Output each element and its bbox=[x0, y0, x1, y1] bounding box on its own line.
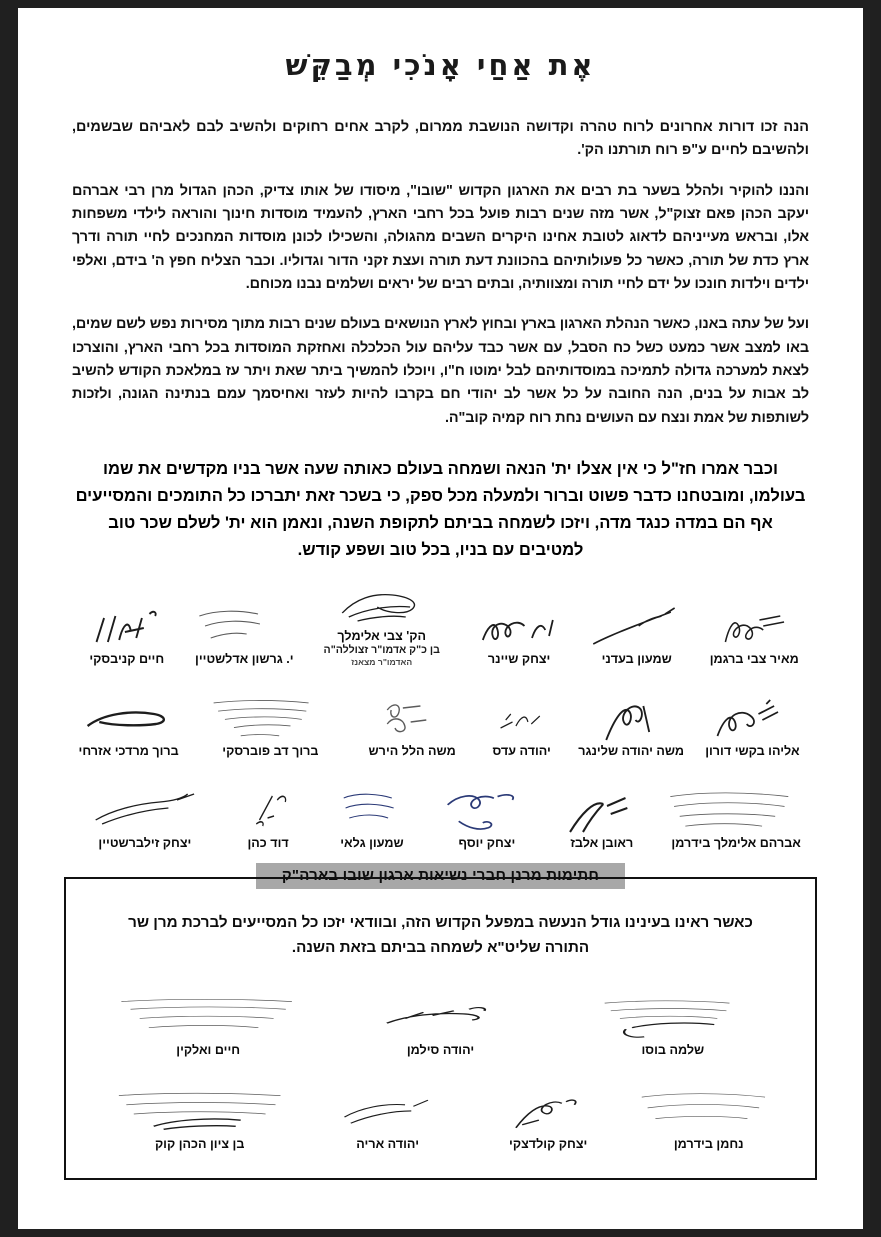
signature-row bbox=[92, 1070, 789, 1152]
handwritten-signature bbox=[224, 790, 313, 836]
handwritten-signature bbox=[462, 606, 576, 652]
signatory-name: דוד כהן bbox=[247, 836, 289, 851]
handwritten-signature bbox=[475, 698, 569, 744]
signature-block bbox=[64, 583, 817, 851]
signatory-title: בן כ"ק אדמו"ר זצוללה"ה bbox=[323, 644, 440, 657]
handwritten-signature bbox=[580, 606, 694, 652]
section-band-label: חתימות מרנן חברי נשיאות ארגון שובו בארה"ק bbox=[256, 863, 625, 889]
signatory-affiliation: האדמו"ר מצאנז bbox=[351, 657, 413, 667]
signatory-name: משה יהודה שלינגר bbox=[578, 744, 685, 759]
signatory-name: נחמן בידרמן bbox=[673, 1137, 744, 1152]
handwritten-signature bbox=[70, 790, 220, 836]
signatory-name: יצחק יוסף bbox=[458, 836, 516, 851]
bottom-paragraph: כאשר ראינו בעינינו גודל הנעשה במפעל הקדוש הזה, ובוודאי יזכו כל המסייעים לברכת מרן שר התורה שליט"א לשמחה בביתם בזאת השנה. bbox=[128, 914, 753, 956]
handwritten-signature bbox=[573, 698, 690, 744]
signatory-name: בן ציון הכהן קוק bbox=[154, 1137, 245, 1152]
signature-row bbox=[64, 777, 817, 851]
body-paragraph-3: ועל של עתה באנו, כאשר הנהלת הארגון בארץ ובחוץ לארץ הנושאים בעולם שנים רבות מתוך מסירות נפש לשם שמים, באו למצב אשר כמעט כשל כח הסבל, עם אשר כבד עליהם עול הכלכלה ואחזקת המוסדות בכל רחבי הארץ, והוצרכו לצאת למערכה גדולה לתמיכה במוסדותיהם לבל ימוטו ח"ו, ויוכלו להמשיך ביתר שאת ויתר עז במלאכת הקודש להשיב לב אבות על בנים, הנה החובה על כל אשר לב יהודי חם בקרבו להיות לעזר ואחיסמך עמם בנתינה הגונה, ולזכות לשותפות של אמת ונצח עם העושים נחת רוח קמיה קוב"ה. bbox=[72, 316, 809, 426]
handwritten-signature bbox=[326, 997, 554, 1043]
handwritten-signature bbox=[309, 1091, 466, 1137]
handwritten-signature bbox=[546, 790, 657, 836]
signatory-name: יצחק קולדצקי bbox=[509, 1137, 588, 1152]
bottom-box bbox=[64, 877, 817, 1180]
signature-entry bbox=[473, 685, 571, 759]
page-title: אֶת אַחַי אָנֹכִי מְבַקֵּשׁ bbox=[285, 48, 596, 82]
handwritten-signature bbox=[559, 997, 787, 1043]
handwritten-signature bbox=[70, 606, 184, 652]
handwritten-signature bbox=[431, 790, 542, 836]
signatory-name: שמעון גלאי bbox=[340, 836, 404, 851]
signature-entry bbox=[307, 1070, 468, 1152]
signature-entry bbox=[324, 976, 556, 1058]
signature-entry bbox=[68, 685, 189, 759]
handwritten-signature bbox=[188, 606, 302, 652]
signatory-name: יהודה סילמן bbox=[406, 1043, 475, 1058]
signatory-name: יצחק שיינר bbox=[487, 652, 551, 667]
handwritten-signature bbox=[191, 698, 349, 744]
signatory-name: ברוך דב פוברסקי bbox=[222, 744, 319, 759]
signature-entry bbox=[352, 685, 473, 759]
signature-entry bbox=[92, 976, 324, 1058]
signatory-name: משה הלל הירש bbox=[368, 744, 456, 759]
signatory-name: יצחק זילברשטיין bbox=[98, 836, 192, 851]
handwritten-signature bbox=[94, 1091, 305, 1137]
handwritten-signature bbox=[70, 698, 187, 744]
signatory-name: שלמה בוסו bbox=[641, 1043, 705, 1058]
handwritten-signature bbox=[354, 698, 471, 744]
signature-entry bbox=[186, 593, 304, 667]
signatory-name: מאיר צבי ברגמן bbox=[709, 652, 799, 667]
signature-entry bbox=[659, 777, 813, 851]
signatory-name: אליהו בקשי דורון bbox=[705, 744, 800, 759]
handwritten-signature bbox=[316, 790, 427, 836]
handwritten-signature bbox=[305, 583, 458, 629]
signatory-name: י. גרשון אדלשטיין bbox=[195, 652, 294, 667]
signatory-name: הק' צבי אלימלך bbox=[337, 629, 427, 644]
signature-entry bbox=[544, 777, 659, 851]
signatory-name: יהודה אריה bbox=[356, 1137, 419, 1152]
signature-entry bbox=[68, 777, 222, 851]
signature-row bbox=[64, 583, 817, 667]
signature-row bbox=[92, 976, 789, 1058]
signature-entry bbox=[189, 685, 351, 759]
handwritten-signature bbox=[694, 698, 811, 744]
signature-entry bbox=[557, 976, 789, 1058]
handwritten-signature bbox=[630, 1091, 787, 1137]
signature-entry bbox=[571, 685, 692, 759]
highlight-paragraph: וכבר אמרו חז"ל כי אין אצלו ית' הנאה ושמחה בעולם כאותה שעה אשר בניו מקדשים את שמו בעולמו, ומובטחנו כדבר פשוט וברור ולמעלה מכל ספק, כי בשכר זאת יתברכו כל התומכים והמסייעים אף הם במדה כנגד מדה, ויזכו לשמחה בביתם לתקופת השנה, ונאמן הוא ית' לשלם שכר טוב למטיבים עם בניו, בכל טוב ושפע קודש. bbox=[75, 458, 806, 559]
signature-entry bbox=[692, 685, 813, 759]
signature-entry bbox=[222, 777, 315, 851]
signature-entry bbox=[429, 777, 544, 851]
signature-entry bbox=[460, 593, 578, 667]
signatory-name: חיים קניבסקי bbox=[89, 652, 165, 667]
handwritten-signature bbox=[470, 1091, 627, 1137]
signatory-name: יהודה עדס bbox=[492, 744, 551, 759]
bottom-section bbox=[64, 867, 817, 1180]
signature-entry bbox=[468, 1070, 629, 1152]
signature-entry bbox=[303, 583, 460, 667]
signatory-name: ברוך מרדכי אזרחי bbox=[78, 744, 179, 759]
signatory-name: ראובן אלבז bbox=[570, 836, 634, 851]
signature-entry bbox=[578, 593, 696, 667]
signatory-name: שמעון בעדני bbox=[601, 652, 672, 667]
signature-entry bbox=[628, 1070, 789, 1152]
signature-entry bbox=[68, 593, 186, 667]
signatory-name: חיים ואלקין bbox=[176, 1043, 241, 1058]
signature-row bbox=[64, 685, 817, 759]
signature-entry bbox=[695, 593, 813, 667]
signatory-name: אברהם אלימלך בידרמן bbox=[671, 836, 801, 851]
handwritten-signature bbox=[697, 606, 811, 652]
document-sheet bbox=[18, 8, 863, 1229]
signature-entry bbox=[314, 777, 429, 851]
handwritten-signature bbox=[661, 790, 811, 836]
handwritten-signature bbox=[94, 997, 322, 1043]
body-paragraph-1: הנה זכו דורות אחרונים לרוח טהרה וקדושה הנושבת ממרום, לקרב אחים רחוקים ולהשיב לבם לאביהם שבשמים, ולהשיבם לחיים ע"פ רוח תורתנו הק'. bbox=[72, 119, 809, 159]
body-paragraph-2: והננו להוקיר ולהלל בשער בת רבים את הארגון הקדוש "שובו", מיסודו של אותו צדיק, הכהן הגדול מרן רבי אברהם יעקב הכהן פאם זצוק"ל, אשר מזה שנים רבות פועל בכל רחבי הארץ, להעמיד מוסדות חינוך והוראה לילדי משפחות אלו, ובראש מעייניהם לדאוג לטובת אחינו היקרים השבים מהגולה, והשכילו לכונן מוסדות המחנכים לחיי תורה ודרך ארץ כדת של תורה, כאשר כל פעולותיהם בהכוונת דעת תורה ועצת זקני הדור וגדוליו. וכבר הצליח חפץ ה' בידם, ואלפי ילדים וילדות חונכו על ידם לחיי תורה ומצוותיה, ובתים רבים של יראים ושלמים נבנו מכוחם. bbox=[72, 182, 809, 292]
signature-entry bbox=[92, 1070, 307, 1152]
